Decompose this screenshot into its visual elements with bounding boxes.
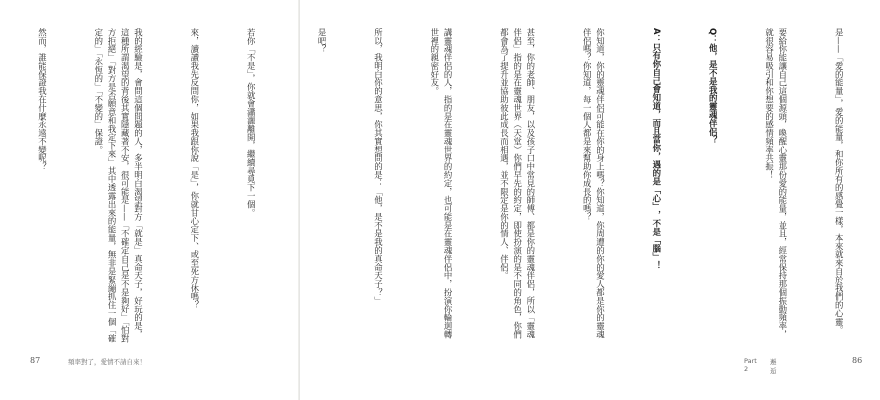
left-paragraph: 我的經驗是，會問這個問題的人，多半明白渴望對方「就是」真命天子，好玩的是，這種所謂渴望的背後其實隱藏著不安，很可能是——「不確定自己是不是夠好」「怕對方拒絕」「對方是否願意和我定下來」其中透露出來的能量，無非是緊繃抓住一個「確定的」「永恆的」「不變的」保證。 <box>93 28 144 343</box>
right-page <box>300 0 863 400</box>
answer-paragraph: 你知道，你的靈魂伴侶可能在你的身上嗎？你知道，你周遭的你的愛人都是你的靈魂伴侶嗎？你知道，每一個人都是來幫助你成長的嗎？ <box>582 28 606 339</box>
answer-paragraph: 講靈魂伴侶的人，指的是在靈魂世界的約定，也可能是在靈魂伴侶中，扮演你輪迴轉世裡的親密好友。 <box>429 28 454 339</box>
left-page <box>0 0 300 400</box>
question-heading: Q：他，是不是我的靈魂伴侶？ <box>708 28 719 145</box>
right-page-number: 86 <box>852 356 863 365</box>
right-paragraph: 要給你能讓自己這個源頭，喚醒心靈那份愛的能量，並且，經常保持那個振動頻率，就很容易吸引和你想要的感情頻率共振！ <box>764 28 788 339</box>
answer-paragraph: 是吧？ <box>317 28 328 54</box>
right-paragraph: 是——「愛的能量」，愛的能量，和你所有的感覺一樣，本來就來自於我們的心靈。 <box>834 28 845 335</box>
left-paragraph: 若你「不是」，你就會瀟灑離開，繼續尋覓下一個。 <box>246 28 257 217</box>
answer-paragraph: 所以，我明白你的意思，你其實想問的是：「他，是不是我的真命天子？」 <box>373 28 384 305</box>
left-page-number: 87 <box>30 356 41 365</box>
answer-paragraph: 甚至，你的老師、朋友，以及孩子口中常見的師傅、都是你的靈魂伴侶，所以「靈魂伴侶」指的是在靈魂世界（天堂）你們早先的約定，即使扮演的是不同的角色，你們都會為了提升並協助彼此成長而相遇，並不限定是你的情人、伴侶。 <box>499 28 536 339</box>
left-page-body <box>22 28 292 346</box>
left-running-title: 頻率對了，愛情不請自來！ <box>68 358 146 366</box>
left-paragraph: 來，讀讀我先反問你，如果我跟你說「是」，你就甘心定下、或至死方休嗎？ <box>189 28 200 310</box>
right-part-label: Part 2 <box>744 357 757 373</box>
answer-heading: A：只有你自己會知道，而且當你，遇的是「心」，不是「腦」！ <box>651 28 662 270</box>
right-page-body <box>317 28 880 346</box>
right-running-title: 邂逅 <box>770 358 777 375</box>
left-paragraph: 然而，誰能保證我在什麼永遠不變呢？ <box>37 28 48 171</box>
